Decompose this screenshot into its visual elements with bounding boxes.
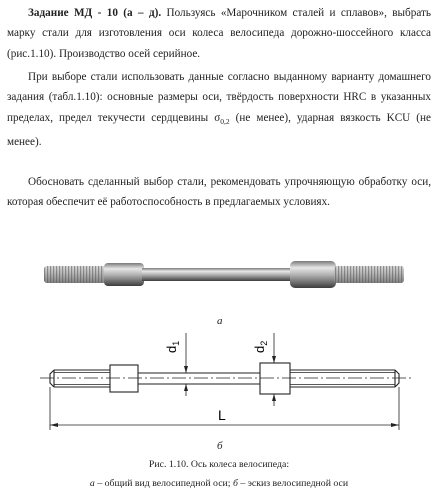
figure-label-b: б: [217, 440, 223, 452]
axle-sketch: [38, 330, 414, 440]
caption-text-b: – эскиз велосипедной оси: [237, 478, 349, 489]
caption-letter-a: а: [89, 478, 95, 489]
task-data-text-b: (не менее), ударная вязкость KCU (не менее).: [7, 111, 431, 149]
task-label: Задание МД - 10 (а – д).: [28, 7, 162, 19]
paragraph-task-justify: [7, 172, 431, 213]
task-justify-text: Обосновать сделанный выбор стали, рекомендовать упрочняющую обработку оси, которая обеспечит её работоспособность в предлагаемых условиях.: [7, 176, 431, 209]
caption-letter-b: б: [232, 478, 238, 489]
figure-caption-title: Рис. 1.10. Ось колеса велосипеда:: [148, 459, 290, 470]
paragraph-task-intro: [7, 3, 431, 64]
paragraph-task-data: [7, 67, 431, 153]
axle-photo: [44, 253, 404, 295]
dim-d2-label: $d_2$: [252, 340, 269, 353]
dim-d1-label: $d_1$: [164, 340, 181, 353]
figure-label-a: а: [217, 315, 223, 327]
figure-caption-legend: [0, 478, 438, 489]
sigma-subscript: 0,2: [220, 117, 230, 127]
task-intro-text: Пользуясь «Марочником сталей и сплавов», выбрать марку стали для изготовления оси колеса велосипеда дорожно-шоссейного класса (рис.1.10). Производство осей серийное.: [7, 7, 431, 60]
caption-text-a: – общий вид велосипедной оси;: [94, 478, 233, 489]
dim-L-label: L: [218, 407, 226, 423]
task-data-text-a: При выборе стали использовать данные согласно выданному варианту домашнего задания (табл.1.10): основные размеры оси, твёрдость поверхности HRC в указанных пределах, предел текучести сердцевины σ: [7, 71, 431, 124]
